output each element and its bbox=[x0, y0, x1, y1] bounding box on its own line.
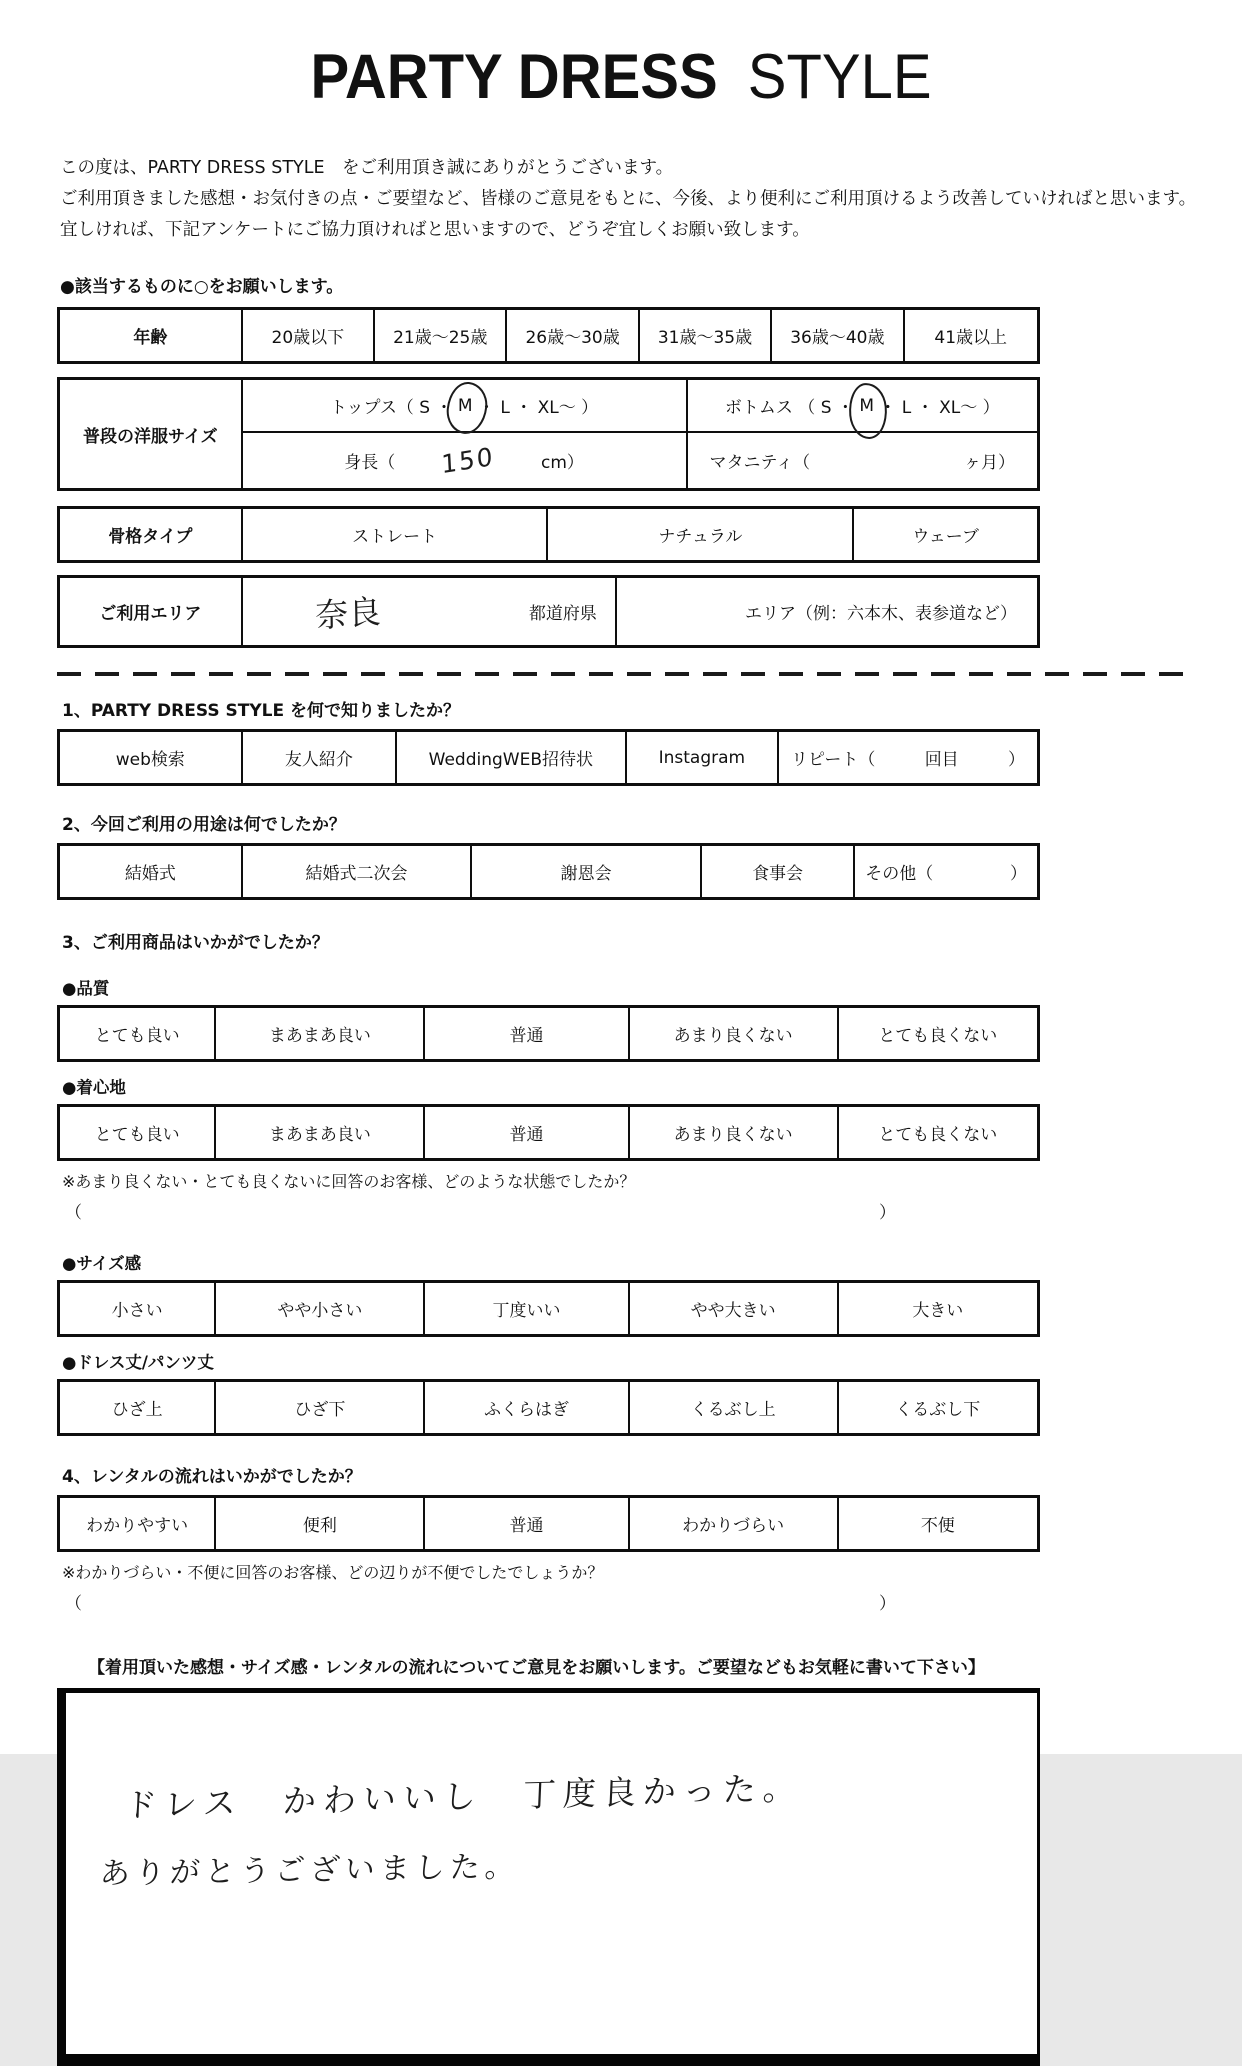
area-hint-field: エリア（例：六本木、表参道など） bbox=[745, 604, 1017, 625]
quality-option-good: まあまあ良い bbox=[216, 1008, 425, 1059]
length-option-aboveankle: くるぶし上 bbox=[630, 1382, 839, 1433]
q4-option-confusing: わかりづらい bbox=[630, 1498, 839, 1549]
comfort-option-normal: 普通 bbox=[425, 1107, 629, 1158]
length-label: ●ドレス丈/パンツ丈 bbox=[62, 1353, 214, 1373]
size-tops-m-label: M bbox=[457, 395, 473, 416]
q2-option-thanksparty: 謝恩会 bbox=[472, 846, 702, 897]
paren-close: ） bbox=[879, 1203, 896, 1224]
prefecture-field bbox=[243, 578, 617, 645]
q1-option-repeat bbox=[779, 732, 1037, 783]
size-bottoms-m-label: M bbox=[859, 395, 874, 416]
q2-table bbox=[57, 843, 1040, 900]
q1-repeat-prefix: リピート（ bbox=[791, 750, 876, 771]
q2-other-prefix: その他（ bbox=[865, 864, 934, 885]
height-field bbox=[243, 433, 688, 488]
intro-line-2: ご利用頂きました感想・お気付きの点・ご要望など、皆様のご意見をもとに、今後、より便利にご利用頂けるよう改善していければと思います。 bbox=[60, 189, 1197, 210]
q4-option-inconvenient: 不便 bbox=[920, 1516, 955, 1537]
page-title bbox=[0, 0, 1242, 113]
area-table bbox=[57, 575, 1040, 648]
age-option-under20: 20歳以下 bbox=[243, 310, 375, 361]
length-option-aboveknee: ひざ上 bbox=[60, 1382, 216, 1433]
age-option-21-25: 21歳～25歳 bbox=[375, 310, 507, 361]
sizefit-option-small: 小さい bbox=[60, 1283, 216, 1334]
age-table bbox=[57, 307, 1040, 364]
quality-option-normal: 普通 bbox=[425, 1008, 629, 1059]
skeleton-header: 骨格タイプ bbox=[60, 509, 243, 560]
comfort-table bbox=[57, 1104, 1040, 1161]
q1-repeat-mid: 回目 bbox=[924, 750, 959, 771]
q1-option-friend: 友人紹介 bbox=[243, 732, 397, 783]
comment-handwritten-line1: ドレス かわいいし 丁度良かった。 bbox=[123, 1768, 804, 1826]
sizefit-table bbox=[57, 1280, 1040, 1337]
age-option-26-30: 26歳～30歳 bbox=[507, 310, 639, 361]
age-option-36-40: 36歳～40歳 bbox=[772, 310, 904, 361]
q2-other-suffix: ） bbox=[1010, 864, 1027, 885]
size-tops-prefix: トップス（ S ・ bbox=[330, 398, 453, 419]
age-option-31-35: 31歳～35歳 bbox=[640, 310, 772, 361]
sizefit-option-big: 大きい bbox=[912, 1301, 964, 1322]
length-option-belowankle: くるぶし下 bbox=[895, 1400, 981, 1421]
intro-line-3: 宜しければ、下記アンケートにご協力頂ければと思いますので、どうぞ宜しくお願い致します。 bbox=[60, 220, 810, 241]
size-bottoms bbox=[688, 380, 1038, 431]
size-table bbox=[57, 377, 1040, 491]
sizefit-option-bitbig: やや大きい bbox=[630, 1283, 839, 1334]
q3-title: 3、ご利用商品はいかがでしたか？ bbox=[62, 933, 329, 954]
intro-paragraph bbox=[60, 153, 1222, 246]
maternity-unit: ヶ月） bbox=[964, 453, 1015, 474]
q1-option-wedding-web: WeddingWEB招待状 bbox=[397, 732, 627, 783]
sizefit-option-bitsmall: やや小さい bbox=[216, 1283, 425, 1334]
q2-option-wedding: 結婚式 bbox=[60, 846, 243, 897]
quality-label: ●品質 bbox=[62, 979, 110, 999]
quality-option-verygood: とても良い bbox=[60, 1008, 216, 1059]
height-unit: cm） bbox=[540, 453, 584, 474]
paren-open: （ bbox=[65, 1203, 82, 1224]
prefecture-label: 都道府県 bbox=[528, 604, 597, 625]
quality-option-notgood: あまり良くない bbox=[630, 1008, 839, 1059]
comfort-option-verybad: とても良くない bbox=[878, 1125, 998, 1146]
quality-table bbox=[57, 1005, 1040, 1062]
comment-header: 【着用頂いた感想・サイズ感・レンタルの流れについてご意見をお願いします。ご要望などもお気軽に書いて下さい】 bbox=[88, 1658, 985, 1679]
quality-option-verybad: とても良くない bbox=[878, 1026, 998, 1047]
q2-option-other bbox=[855, 846, 1037, 897]
height-label: 身長（ bbox=[344, 453, 396, 474]
intro-line-1: この度は、PARTY DRESS STYLE をご利用頂き誠にありがとうございます。 bbox=[60, 158, 674, 178]
size-bottoms-m bbox=[859, 396, 874, 416]
height-handwritten-value: 150 bbox=[440, 442, 496, 480]
q2-option-afterparty: 結婚式二次会 bbox=[243, 846, 473, 897]
page-title-bold: PARTY DRESS bbox=[310, 42, 718, 113]
comfort-option-notgood: あまり良くない bbox=[630, 1107, 839, 1158]
prefecture-handwritten-value: 奈良 bbox=[314, 592, 381, 636]
comfort-answer-parens bbox=[57, 1198, 1040, 1228]
length-option-calf: ふくらはぎ bbox=[425, 1382, 629, 1433]
size-tops bbox=[243, 380, 688, 431]
age-header: 年齢 bbox=[60, 310, 243, 361]
q1-option-web: web検索 bbox=[60, 732, 243, 783]
length-table bbox=[57, 1379, 1040, 1436]
comfort-option-good: まあまあ良い bbox=[216, 1107, 425, 1158]
q4-answer-parens bbox=[57, 1589, 1040, 1619]
q4-table bbox=[57, 1495, 1040, 1552]
sizefit-label: ●サイズ感 bbox=[62, 1254, 142, 1274]
size-tops-suffix: ・ L ・ XL～ ） bbox=[477, 398, 599, 419]
size-bottoms-prefix: ボトムス （ S ・ bbox=[724, 398, 854, 419]
length-option-belowknee: ひざ下 bbox=[216, 1382, 425, 1433]
size-tops-m bbox=[458, 396, 473, 416]
q2-title: 2、今回ご利用の用途は何でしたか？ bbox=[62, 815, 346, 836]
area-header: ご利用エリア bbox=[60, 578, 243, 645]
q4-title: 4、レンタルの流れはいかがでしたか？ bbox=[62, 1467, 362, 1488]
maternity-label: マタニティ（ bbox=[709, 453, 811, 474]
q1-option-instagram: Instagram bbox=[627, 732, 779, 783]
comfort-label: ●着心地 bbox=[62, 1078, 126, 1098]
size-bottoms-suffix: ・ L ・ XL～ ） bbox=[879, 398, 1000, 419]
comfort-option-verygood: とても良い bbox=[60, 1107, 216, 1158]
paren-close: ） bbox=[879, 1594, 896, 1615]
q2-option-dinner: 食事会 bbox=[702, 846, 855, 897]
comment-handwritten-line2: ありがとうございました。 bbox=[98, 1849, 521, 1893]
dashed-divider bbox=[57, 672, 1187, 676]
skeleton-option-natural: ナチュラル bbox=[548, 509, 854, 560]
skeleton-option-wave: ウェーブ bbox=[912, 527, 979, 548]
page-title-light: STYLE bbox=[747, 42, 932, 113]
skeleton-option-straight: ストレート bbox=[243, 509, 549, 560]
maternity-field bbox=[688, 433, 1038, 488]
q4-option-easy: わかりやすい bbox=[60, 1498, 216, 1549]
q1-title: 1、PARTY DRESS STYLE を何で知りましたか？ bbox=[62, 701, 461, 722]
comfort-note: ※あまり良くない・とても良くないに回答のお客様、どのような状態でしたか？ bbox=[62, 1172, 636, 1192]
comment-box bbox=[57, 1688, 1040, 2066]
size-header: 普段の洋服サイズ bbox=[60, 380, 243, 488]
instruction-label: ●該当するものに○をお願いします。 bbox=[60, 277, 344, 298]
q4-note: ※わかりづらい・不便に回答のお客様、どの辺りが不便でしたでしょうか？ bbox=[62, 1563, 604, 1583]
sizefit-option-just: 丁度いい bbox=[425, 1283, 629, 1334]
q1-table bbox=[57, 729, 1040, 786]
q4-option-convenient: 便利 bbox=[216, 1498, 425, 1549]
q4-option-normal: 普通 bbox=[425, 1498, 629, 1549]
paren-open: （ bbox=[65, 1594, 82, 1615]
age-option-41plus: 41歳以上 bbox=[934, 328, 1008, 349]
q1-repeat-suffix: ） bbox=[1008, 750, 1025, 771]
skeleton-table bbox=[57, 506, 1040, 563]
